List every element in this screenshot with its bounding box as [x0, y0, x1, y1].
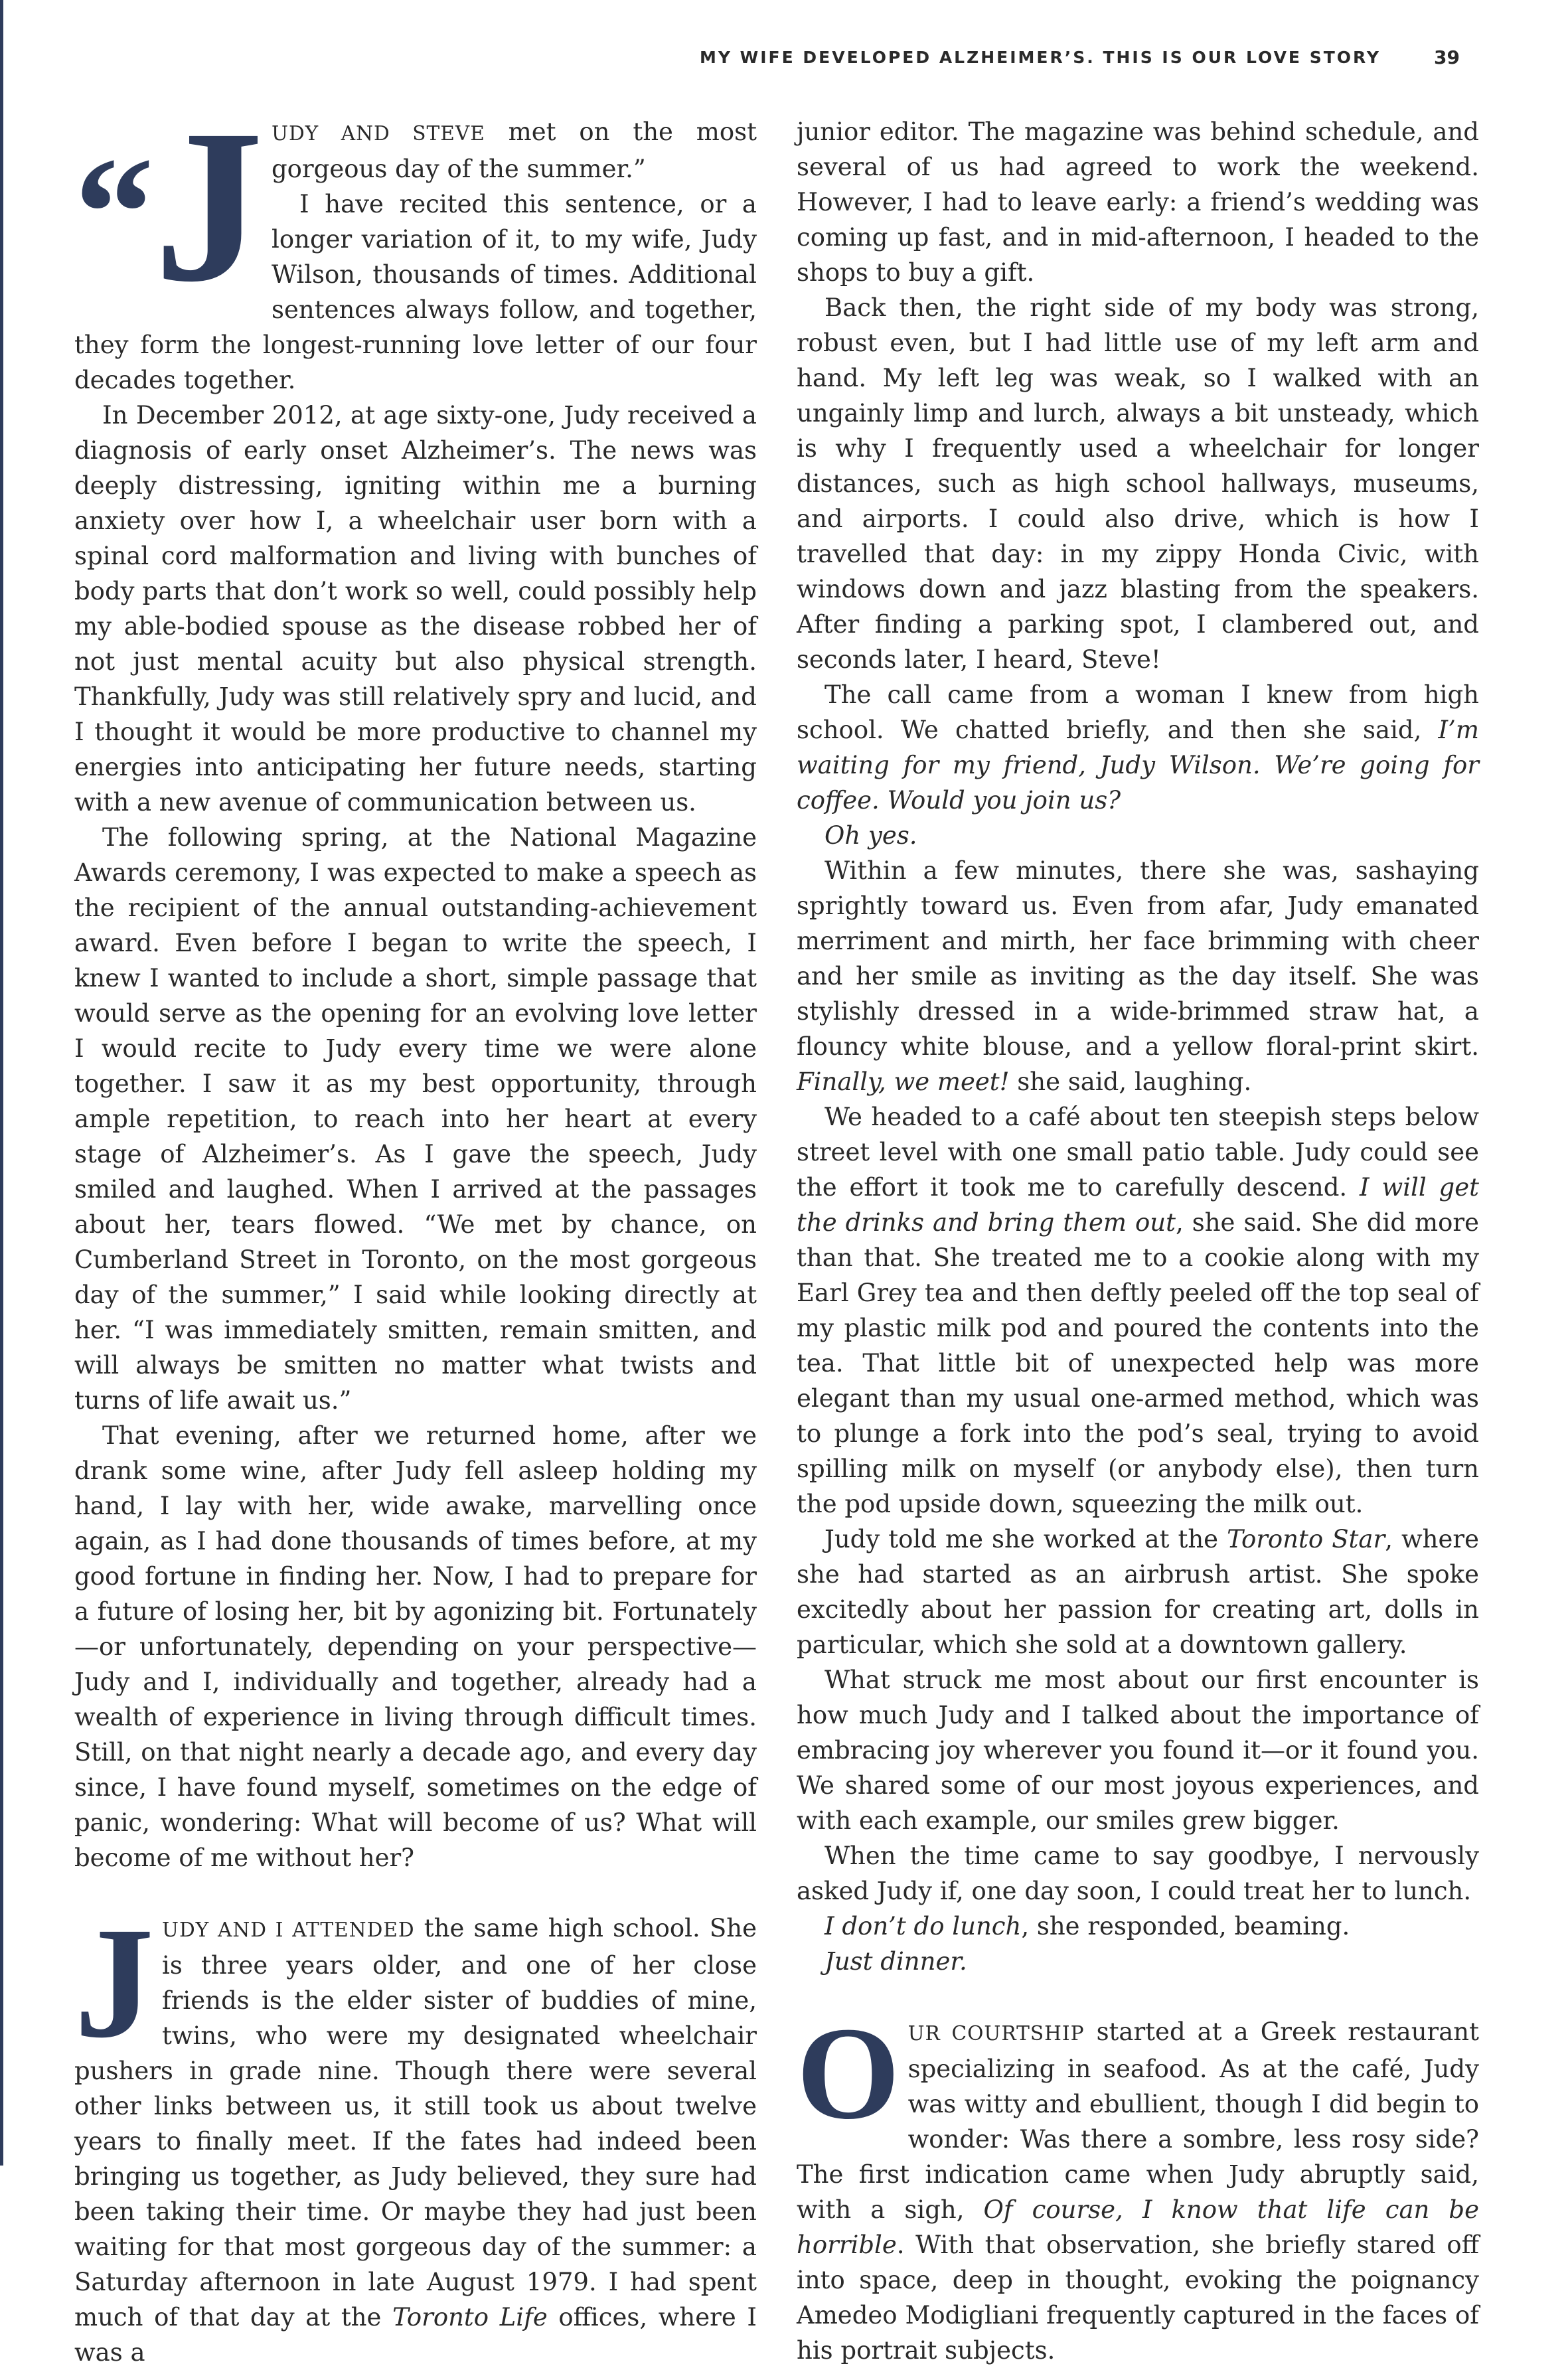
drop-cap-j: J [74, 1894, 154, 2071]
drop-cap-o: O [797, 2000, 900, 2147]
paragraph: The call came from a woman I knew from high school. We chatted briefly, and then she said, I’m waiting for my friend, Judy Wilson. We’re going for coffee. Would you join us? [797, 680, 1479, 815]
paragraph-continued: junior editor. The magazine was behind schedule, and several of us had agreed to work the weekend. However, I had to leave early: a friend’s wedding was coming up fast, and in mid-afternoon, I headed to the shops to buy a gift. [797, 118, 1479, 287]
page-edge-rule [0, 0, 3, 2166]
paragraph: Judy told me she worked at the Toronto Star, where she had started as an airbrush artist. She spoke excitedly about her passion for creating art, dolls in particular, which she sold at a downtown gallery. [797, 1525, 1479, 1659]
paragraph: That evening, after we returned home, after we drank some wine, after Judy fell asleep holding my hand, I lay with her, wide awake, marvelling once again, as I had done thousands of times before, at my good fortune in finding her. Now, I had to prepare for a future of losing her, bit by agonizing bit. Fortunately—or unfortunately, depending on your perspective—Judy and I, individually and together, already had a wealth of experience in living through difficult times. Still, on that night nearly a decade ago, and every day since, I have found myself, sometimes on the edge of panic, wondering: What will become of us? What will become of me without her? [74, 1421, 757, 1872]
page-number: 39 [1434, 46, 1460, 68]
paragraph: When the time came to say goodbye, I nervously asked Judy if, one day soon, I could treat her to lunch. [797, 1842, 1479, 1905]
paragraph: Oh yes. [824, 821, 917, 850]
opening-paragraph: “J UDY AND STEVE met on the most gorgeous day of the summer.” [74, 85, 757, 327]
paragraph: In December 2012, at age sixty-one, Judy received a diagnosis of early onset Alzheimer’s. The news was deeply distressing, igniting within me a burning anxiety over how I, a wheelchair user born with a spinal cord malformation and living with bunches of body parts that don’t work so well, could possibly help my able-bodied spouse as the disease robbed her of not just mental acuity but also physical strength. Thankfully, Judy was still relatively spry and lucid, and I thought it would be more productive to channel my energies into anticipating her future needs, starting with a new avenue of communication between us. [74, 401, 757, 817]
lead-in-smallcaps: UR COURTSHIP [907, 2022, 1085, 2045]
paragraph: I have recited this sentence, or a longer variation of it, to my wife, Judy Wilson, thousands of times. Additional sentences always follow, and together, they form the longest-running love letter of our four decades together. [74, 190, 757, 394]
paragraph: Within a few minutes, there she was, sashaying sprightly toward us. Even from afar, Judy emanated merriment and mirth, her face brimming with cheer and her smile as inviting as the day itself. She was stylishly dressed in a wide-brimmed straw hat, a flouncy white blouse, and a yellow floral-print skirt. Finally, we meet! she said, laughing. [797, 856, 1479, 1096]
paragraph: The following spring, at the National Magazine Awards ceremony, I was expected to make a speech as the recipient of the annual outstanding-achievement award. Even before I began to write the speech, I knew I wanted to include a short, simple passage that would serve as the opening for an evolving love letter I would recite to Judy every time we were alone together. I saw it as my best opportunity, through ample repetition, to reach into her heart at every stage of Alzheimer’s. As I gave the speech, Judy smiled and laughed. When I arrived at the passages about her, tears flowed. “We met by chance, on Cumberland Street in Toronto, on the most gorgeous day of the summer,” I said while looking directly at her. “I was immediately smitten, remain smitten, and will always be smitten no matter what twists and turns of life await us.” [74, 823, 757, 1415]
paragraph: Just dinner. [824, 1947, 967, 1976]
paragraph: I don’t do lunch, she responded, beaming. [824, 1912, 1350, 1940]
drop-cap-j-quote: “J [74, 85, 264, 327]
section-opening-paragraph: JUDY AND I ATTENDED the same high school. She is three years older, and one of her close friends is the elder sister of buddies of mine, twins, who were my designated wheelchair pushers in grade nine. Though there were several other links between us, it still took us about twelve years to finally meet. If the fates had indeed been bringing us together, as Judy believed, they sure had been taking their time. Or maybe they had just been waiting for that most gorgeous day of the summer: a Saturday afternoon in late August 1979. I had spent much of that day at the Toronto Life offices, where I was a [74, 1894, 757, 2367]
paragraph: What struck me most about our first encounter is how much Judy and I talked about the importance of embracing joy wherever you found it—or it found you. We shared some of our most joyous experiences, and with each example, our smiles grew bigger. [797, 1666, 1479, 1835]
lead-in-smallcaps: UDY AND I ATTENDED [162, 1919, 415, 1941]
section-opening-paragraph: OUR COURTSHIP started at a Greek restaurant specializing in seafood. As at the café, Judy was witty and ebullient, though I did begin to wonder: Was there a sombre, less rosy side? The first indication came when Judy abruptly said, with a sigh, Of course, I know that life can be horrible. With that observation, she briefly stared off into space, deep in thought, evoking the poignancy Amedeo Modigliani frequently captured in the faces of his portrait subjects. [797, 2000, 1480, 2365]
left-column [74, 85, 757, 2370]
running-head: MY WIFE DEVELOPED ALZHEIMER’S. THIS IS OUR LOVE STORY [700, 48, 1381, 67]
paragraph: Back then, the right side of my body was strong, robust even, but I had little use of my left arm and hand. My left leg was weak, so I walked with an ungainly limp and lurch, always a bit unsteady, which is why I frequently used a wheelchair for longer distances, such as high school hallways, museums, and airports. I could also drive, which is how I travelled that day: in my zippy Honda Civic, with windows down and jazz blasting from the speakers. After finding a parking spot, I clambered out, and seconds later, I heard, Steve! [797, 293, 1479, 674]
lead-in-smallcaps: UDY AND STEVE [272, 122, 485, 145]
right-column [797, 114, 1479, 2368]
paragraph: We headed to a café about ten steepish steps below street level with one small patio table. Judy could see the effort it took me to carefully descend. I will get the drinks and bring them out, she said. She did more than that. She treated me to a cookie along with my Earl Grey tea and then deftly peeled off the top seal of my plastic milk pod and poured the contents into the tea. That little bit of unexpected help was more elegant than my usual one-armed method, which was to plunge a fork into the pod’s seal, trying to avoid spilling milk on myself (or anybody else), then turn the pod upside down, squeezing the milk out. [797, 1103, 1479, 1518]
